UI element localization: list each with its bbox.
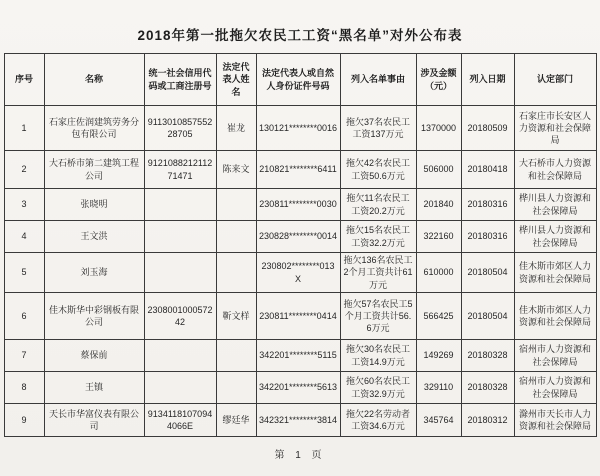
cell-department: 佳木斯市郊区人力资源和社会保障局 (514, 293, 596, 340)
column-header-credit_code: 统一社会信用代码或工商注册号 (144, 54, 216, 106)
cell-credit_code: 912108821211271471 (144, 151, 216, 189)
cell-department: 石家庄市长安区人力资源和社会保障局 (514, 106, 596, 151)
cell-name: 佳木斯华中彩钢板有限公司 (44, 293, 144, 340)
cell-reason: 拖欠11名农民工工资20.2万元 (340, 189, 416, 221)
column-header-department: 认定部门 (514, 54, 596, 106)
cell-seq: 3 (4, 189, 44, 221)
cell-date: 20180328 (461, 372, 514, 404)
table-row (4, 189, 596, 221)
cell-legal_rep (216, 372, 256, 404)
cell-reason: 拖欠57名农民工5个月工资共计56.6万元 (340, 293, 416, 340)
table-row (4, 106, 596, 151)
cell-legal_rep: 缪廷华 (216, 404, 256, 437)
cell-legal_rep: 崔龙 (216, 106, 256, 151)
cell-date: 20180328 (461, 340, 514, 372)
column-header-name: 名称 (44, 54, 144, 106)
cell-legal_rep (216, 340, 256, 372)
cell-seq: 5 (4, 253, 44, 293)
table-row (4, 151, 596, 189)
cell-department: 桦川县人力资源和社会保障局 (514, 189, 596, 221)
cell-name: 王文洪 (44, 221, 144, 253)
cell-reason: 拖欠15名农民工工资32.2万元 (340, 221, 416, 253)
column-header-legal_rep: 法定代表人姓名 (216, 54, 256, 106)
cell-amount: 566425 (416, 293, 461, 340)
cell-seq: 4 (4, 221, 44, 253)
cell-seq: 7 (4, 340, 44, 372)
cell-amount: 1370000 (416, 106, 461, 151)
cell-legal_rep: 陈来文 (216, 151, 256, 189)
table-row (4, 404, 596, 437)
column-header-seq: 序号 (4, 54, 44, 106)
cell-date: 20180509 (461, 106, 514, 151)
cell-seq: 6 (4, 293, 44, 340)
table-row (4, 340, 596, 372)
cell-date: 20180418 (461, 151, 514, 189)
cell-id_number: 342201********5115 (256, 340, 340, 372)
cell-name: 刘玉海 (44, 253, 144, 293)
cell-seq: 9 (4, 404, 44, 437)
table-row (4, 221, 596, 253)
cell-reason: 拖欠30名农民工工资14.9万元 (340, 340, 416, 372)
cell-id_number: 342201********5613 (256, 372, 340, 404)
column-header-reason: 列入名单事由 (340, 54, 416, 106)
cell-department: 桦川县人力资源和社会保障局 (514, 221, 596, 253)
cell-name: 天长市华富仪表有限公司 (44, 404, 144, 437)
cell-date: 20180504 (461, 253, 514, 293)
cell-credit_code (144, 189, 216, 221)
cell-date: 20180316 (461, 221, 514, 253)
cell-name: 张晓明 (44, 189, 144, 221)
cell-department: 大石桥市人力资源和社会保障局 (514, 151, 596, 189)
cell-amount: 506000 (416, 151, 461, 189)
cell-department: 佳木斯市郊区人力资源和社会保障局 (514, 253, 596, 293)
cell-id_number: 230811********0030 (256, 189, 340, 221)
cell-amount: 345764 (416, 404, 461, 437)
cell-id_number: 230811********0414 (256, 293, 340, 340)
cell-reason: 拖欠22名劳动者工资34.6万元 (340, 404, 416, 437)
cell-credit_code (144, 340, 216, 372)
blacklist-table (4, 53, 597, 437)
column-header-id_number: 法定代表人或自然人身份证件号码 (256, 54, 340, 106)
cell-id_number: 230828********0014 (256, 221, 340, 253)
cell-credit_code: 911301085755228705 (144, 106, 216, 151)
cell-seq: 8 (4, 372, 44, 404)
cell-id_number: 210821********6411 (256, 151, 340, 189)
table-body (4, 106, 596, 437)
page-footer: 第 1 页 (274, 450, 326, 461)
cell-reason: 拖欠60名农民工工资32.9万元 (340, 372, 416, 404)
cell-reason: 拖欠42名农民工工资50.6万元 (340, 151, 416, 189)
cell-amount: 201840 (416, 189, 461, 221)
cell-legal_rep (216, 189, 256, 221)
cell-id_number: 230802********013X (256, 253, 340, 293)
cell-date: 20180316 (461, 189, 514, 221)
page-title: 2018年第一批拖欠农民工工资“黑名单”对外公布表 (137, 28, 463, 43)
table-header-row (4, 54, 596, 106)
column-header-amount: 涉及金额（元） (416, 54, 461, 106)
cell-date: 20180504 (461, 293, 514, 340)
cell-credit_code (144, 253, 216, 293)
cell-credit_code (144, 221, 216, 253)
cell-name: 大石桥市第二建筑工程公司 (44, 151, 144, 189)
cell-date: 20180312 (461, 404, 514, 437)
cell-amount: 329110 (416, 372, 461, 404)
cell-department: 宿州市人力资源和社会保障局 (514, 340, 596, 372)
cell-amount: 610000 (416, 253, 461, 293)
cell-name: 石家庄佐润建筑劳务分包有限公司 (44, 106, 144, 151)
table-row (4, 293, 596, 340)
cell-department: 宿州市人力资源和社会保障局 (514, 372, 596, 404)
cell-department: 滁州市天长市人力资源和社会保障局 (514, 404, 596, 437)
column-header-date: 列入日期 (461, 54, 514, 106)
cell-legal_rep (216, 253, 256, 293)
cell-name: 王镇 (44, 372, 144, 404)
table-row (4, 372, 596, 404)
cell-credit_code: 91341181070944066E (144, 404, 216, 437)
cell-name: 蔡保前 (44, 340, 144, 372)
cell-legal_rep (216, 221, 256, 253)
cell-reason: 拖欠37名农民工工资137万元 (340, 106, 416, 151)
cell-reason: 拖欠136名农民工2个月工资共计61万元 (340, 253, 416, 293)
cell-credit_code: 230800100057242 (144, 293, 216, 340)
cell-legal_rep: 靳文样 (216, 293, 256, 340)
cell-seq: 1 (4, 106, 44, 151)
cell-id_number: 342321********3814 (256, 404, 340, 437)
table-row (4, 253, 596, 293)
cell-amount: 149269 (416, 340, 461, 372)
cell-credit_code (144, 372, 216, 404)
cell-amount: 322160 (416, 221, 461, 253)
table-head (4, 54, 596, 106)
cell-id_number: 130121********0016 (256, 106, 340, 151)
cell-seq: 2 (4, 151, 44, 189)
